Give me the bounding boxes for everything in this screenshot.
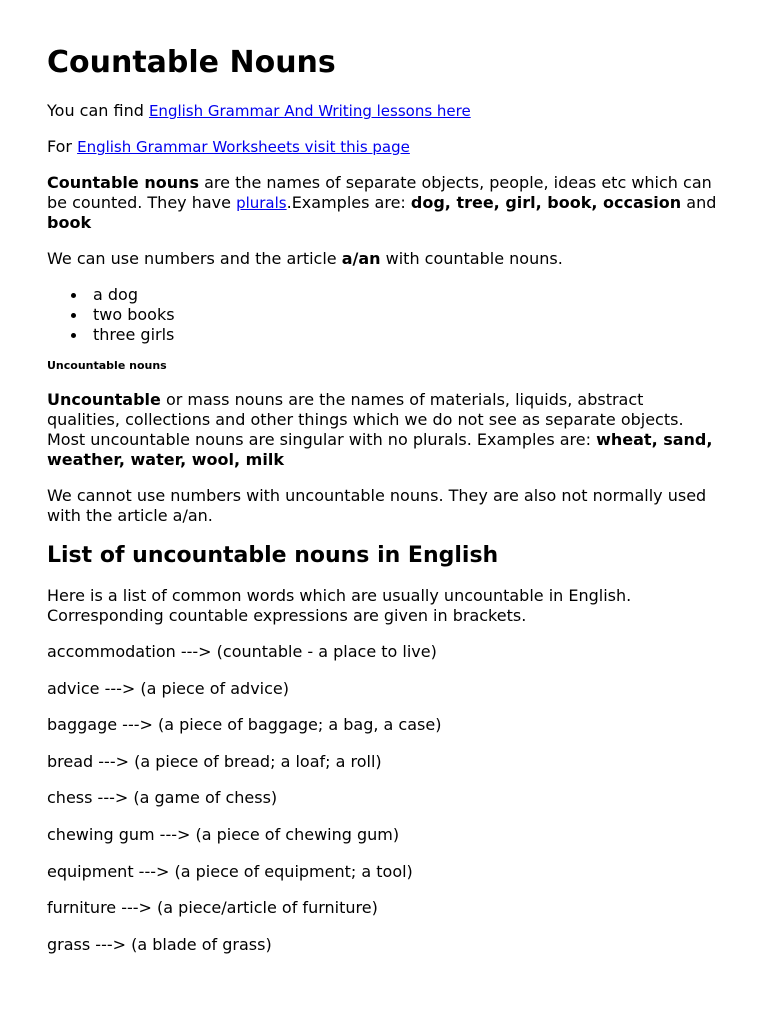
countable-examples-list <box>47 285 721 345</box>
countable-last-example: book <box>47 213 92 232</box>
intro-lessons <box>47 101 721 121</box>
bullet-icon <box>71 313 76 318</box>
countable-and: and <box>681 193 717 212</box>
list-item-text: three girls <box>93 325 175 344</box>
countable-definition <box>47 173 721 233</box>
lessons-link[interactable]: English Grammar And Writing lessons here <box>148 102 471 120</box>
noun-entry: chess ---> (a game of chess) <box>47 788 278 808</box>
noun-entry: chewing gum ---> (a piece of chewing gum) <box>47 824 400 844</box>
list-item-text: a dog <box>93 285 138 304</box>
bullet-icon <box>71 333 76 338</box>
uncountable-examples: wheat, sand, weather, water, wool, milk <box>47 430 713 469</box>
bullet-icon <box>71 293 76 298</box>
list-item <box>93 325 721 345</box>
page-title: Countable Nouns <box>47 45 336 80</box>
plurals-link[interactable]: plurals <box>236 194 287 212</box>
uncountable-text: or mass nouns are the names of materials, liquids, abstract qualities, collections and other things which we do not see as separate objects. Most uncountable nouns are singular with no plurals. Examples are: <box>47 390 684 449</box>
numbers-sentence <box>47 249 721 269</box>
list-heading: List of uncountable nouns in English <box>47 543 499 568</box>
numbers-after: with countable nouns. <box>380 249 563 268</box>
countable-examples: dog, tree, girl, book, occasion <box>410 193 682 212</box>
intro-worksheets <box>47 137 721 157</box>
numbers-before: We can use numbers and the article <box>47 249 342 268</box>
noun-entry: accommodation ---> (countable - a place to live) <box>47 642 437 661</box>
uncountable-subheading: Uncountable nouns <box>47 359 167 372</box>
worksheets-link[interactable]: English Grammar Worksheets visit this page <box>77 138 410 156</box>
countable-term: Countable nouns <box>47 173 200 192</box>
intro-lessons-prefix: You can find <box>47 101 149 120</box>
list-intro: Here is a list of common words which are usually uncountable in English. Corresponding countable expressions are given in brackets. <box>47 586 632 625</box>
article-term: a/an <box>341 249 381 268</box>
noun-entry: equipment ---> (a piece of equipment; a tool) <box>47 861 413 881</box>
intro-worksheets-prefix: For <box>47 137 78 156</box>
noun-entry: baggage ---> (a piece of baggage; a bag, a case) <box>47 715 442 735</box>
list-item <box>93 285 721 305</box>
noun-entry: furniture ---> (a piece/article of furniture) <box>47 898 378 918</box>
noun-entry: bread ---> (a piece of bread; a loaf; a roll) <box>47 751 382 771</box>
list-item <box>93 305 721 325</box>
uncountable-term: Uncountable <box>47 390 161 409</box>
list-item-text: two books <box>93 305 175 324</box>
noun-entry: advice ---> (a piece of advice) <box>47 678 289 698</box>
cannot-use-sentence: We cannot use numbers with uncountable nouns. They are also not normally used with the article a/an. <box>47 486 707 525</box>
countable-text-2: .Examples are: <box>286 193 411 212</box>
noun-entry: grass ---> (a blade of grass) <box>47 934 272 954</box>
countable-text-1: are the names of separate objects, people, ideas etc which can be counted. They have <box>47 173 712 212</box>
uncountable-definition <box>47 390 721 470</box>
